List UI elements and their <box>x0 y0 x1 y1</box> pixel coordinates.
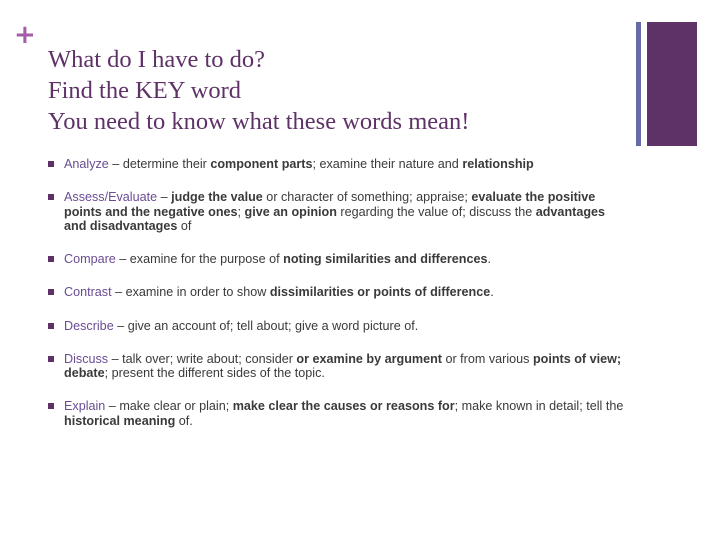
definition-bold: judge the value <box>171 190 263 205</box>
definition-text: ; make known in detail; tell the <box>454 399 624 414</box>
definition-bold: advantages and disadvantages <box>64 204 606 234</box>
definition-bold: dissimilarities or points of difference <box>269 285 491 300</box>
list-item-assess-evaluate <box>48 190 628 234</box>
definition-text: . <box>487 252 491 267</box>
term-explain: Explain <box>64 399 106 414</box>
definition-text: – make clear or plain; <box>105 399 233 414</box>
list-item-describe <box>48 319 628 334</box>
title-line-2: Find the KEY word <box>48 77 242 104</box>
term-discuss: Discuss <box>64 351 109 366</box>
definition-text: – give an account of; tell about; give a word picture of. <box>113 318 419 333</box>
key-word-list <box>48 157 628 447</box>
term-assess-evaluate: Assess/Evaluate <box>64 190 158 205</box>
list-item-compare <box>48 252 628 267</box>
list-item-explain <box>48 399 628 428</box>
definition-bold: points of view; debate <box>64 351 622 381</box>
definition-bold: component parts <box>210 157 313 171</box>
bullet-icon <box>48 356 54 362</box>
slide-title <box>48 44 469 137</box>
definition-text: regarding the value of; discuss the <box>336 204 536 219</box>
title-line-3: You need to know what these words mean! <box>48 108 470 135</box>
term-contrast: Contrast <box>64 285 112 300</box>
definition-text: ; present the different sides of the topic. <box>104 366 325 381</box>
list-item-analyze <box>48 157 628 172</box>
definition-bold: historical meaning <box>64 413 176 428</box>
definition-text: or character of something; appraise; <box>262 190 472 205</box>
definition-text: or from various <box>441 351 533 366</box>
bullet-icon <box>48 256 54 262</box>
accent-bar-thin <box>636 22 641 146</box>
bullet-icon <box>48 289 54 295</box>
plus-icon: + <box>14 20 36 50</box>
bullet-icon <box>48 194 54 200</box>
term-compare: Compare <box>64 252 116 267</box>
list-item-contrast <box>48 285 628 300</box>
bullet-icon <box>48 161 54 167</box>
definition-bold: noting similarities and differences <box>283 252 488 267</box>
definition-text: of. <box>175 413 193 428</box>
definition-text: . <box>490 285 494 300</box>
definition-bold: or examine by argument <box>296 351 442 366</box>
list-item-discuss <box>48 352 628 381</box>
title-line-1: What do I have to do? <box>48 46 266 73</box>
definition-text: – <box>157 190 172 205</box>
definition-text: – examine in order to show <box>111 285 270 300</box>
definition-bold: give an opinion <box>244 204 337 219</box>
definition-text: – talk over; write about; consider <box>108 351 297 366</box>
definition-text: – determine their <box>108 157 211 171</box>
term-analyze: Analyze <box>64 157 109 171</box>
bullet-icon <box>48 403 54 409</box>
term-describe: Describe <box>64 318 114 333</box>
definition-text: of <box>177 219 192 234</box>
definition-bold: make clear the causes or reasons for <box>232 399 455 414</box>
definition-bold: relationship <box>462 157 534 171</box>
definition-bold: evaluate the positive points and the negative ones <box>64 190 596 219</box>
definition-text: ; examine their nature and <box>312 157 463 171</box>
definition-text: ; <box>237 204 245 219</box>
bullet-icon <box>48 323 54 329</box>
definition-text: – examine for the purpose of <box>115 252 284 267</box>
accent-bar-thick <box>647 22 697 146</box>
